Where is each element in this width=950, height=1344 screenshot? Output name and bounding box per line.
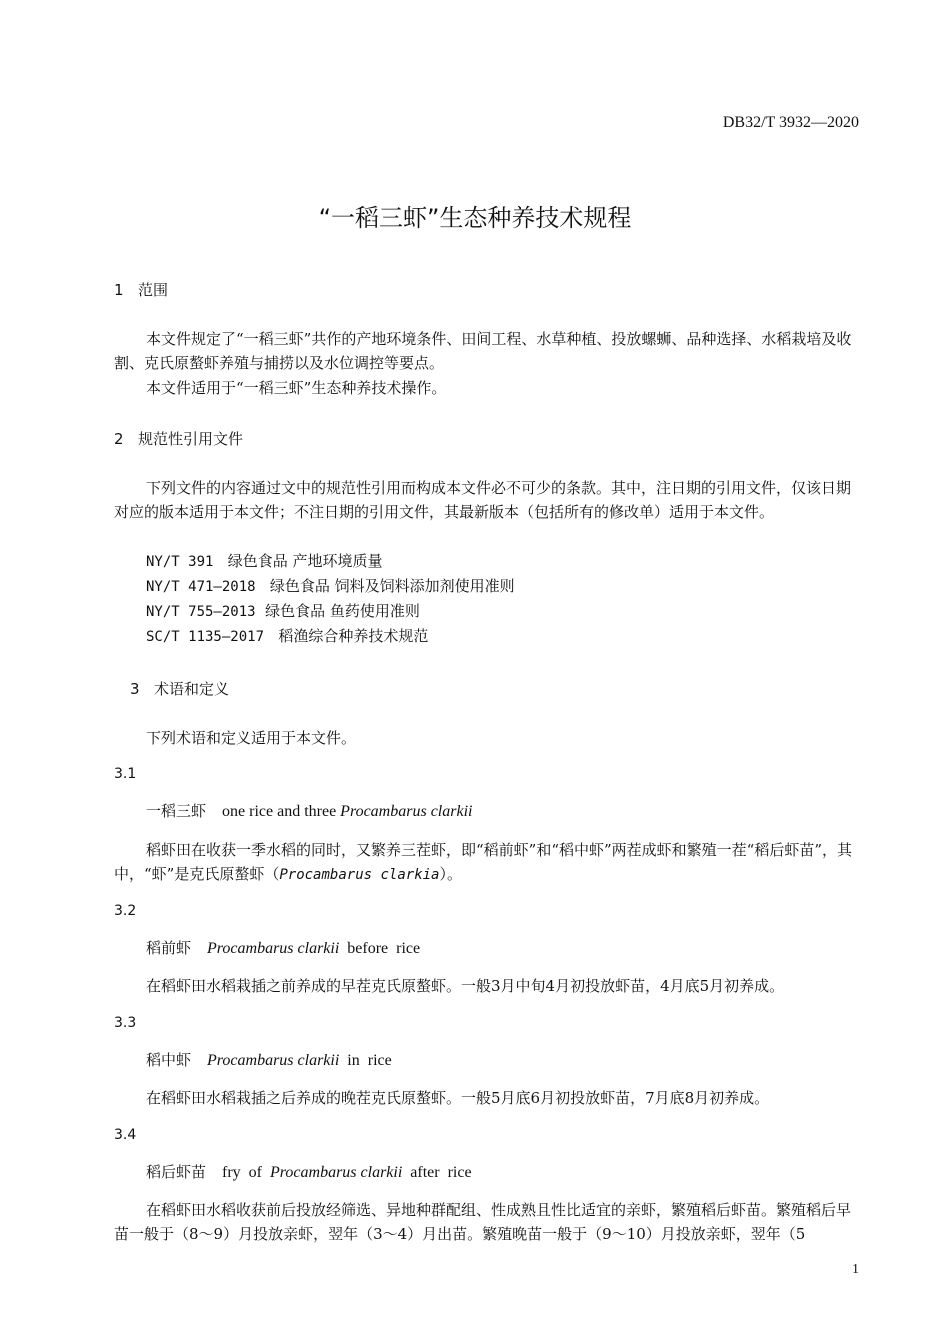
- reference-name: 绿色食品 鱼药使用准则: [265, 602, 420, 620]
- reference-code: NY/T 391: [146, 554, 214, 570]
- term-en-species: Procambarus clarkii: [207, 940, 340, 957]
- term-heading: [146, 800, 472, 821]
- page-number: 1: [852, 1262, 859, 1277]
- term-number: 3.4: [114, 1127, 137, 1143]
- term-en-suffix: after rice: [402, 1164, 472, 1181]
- reference-code: SC/T 1135—2017: [146, 629, 265, 645]
- reference-name: 稻渔综合种养技术规范: [278, 627, 429, 645]
- section-2-heading: [114, 428, 243, 449]
- term-heading: [146, 1161, 472, 1182]
- term-en-species: Procambarus clarkii: [207, 1052, 340, 1069]
- section-number: 3: [130, 680, 140, 698]
- section-title: 范围: [138, 281, 169, 299]
- term-en: [222, 1164, 472, 1181]
- term-en-species: Procambarus clarkii: [270, 1164, 403, 1181]
- reference-item: [146, 625, 428, 646]
- paragraph: 下列术语和定义适用于本文件。: [146, 729, 357, 747]
- term-en: [222, 803, 472, 820]
- section-title: 术语和定义: [154, 680, 230, 698]
- term-zh: 稻前虾: [146, 939, 192, 957]
- definition-text-end: ）。: [439, 865, 463, 883]
- term-definition: 在稻虾田水稻收获前后投放经筛选、异地种群配组、性成熟且性比适宜的亲虾，繁殖稻后虾苗。繁殖稻后早苗一般于（8～9）月投放亲虾，翌年（3～4）月出苗。繁殖晚苗一般于（9～10）月投放亲虾，翌年（5: [114, 1201, 852, 1243]
- page-title: “一稻三虾”生态种养技术规程: [318, 204, 632, 232]
- definition-text: 稻虾田在收获一季水稻的同时，又繁养三茬虾，即“稻前虾”和“稻中虾”两茬成虾和繁殖一茬“稻后虾苗”，其中，“虾”是克氏原螯虾（: [114, 841, 853, 883]
- section-number: 1: [114, 281, 124, 299]
- term-number: 3.2: [114, 903, 137, 919]
- term-definition: 在稻虾田水稻栽插之前养成的早茬克氏原螯虾。一般3月中旬4月初投放虾苗，4月底5月初养成。: [146, 977, 785, 995]
- reference-name: 绿色食品 产地环境质量: [227, 552, 383, 570]
- reference-code: NY/T 755—2013: [146, 604, 256, 620]
- section-title: 规范性引用文件: [138, 430, 244, 448]
- paragraph: 本文件规定了“一稻三虾”共作的产地环境条件、田间工程、水草种植、投放螺蛳、品种选择、水稻栽培及收割、克氏原螯虾养殖与捕捞以及水位调控等要点。: [114, 330, 852, 372]
- term-en: [207, 940, 420, 957]
- section-1-heading: [114, 279, 168, 300]
- term-number: 3.1: [114, 766, 137, 782]
- term-en-species: Procambarus clarkii: [340, 803, 473, 820]
- document-code: DB32/T 3932—2020: [722, 114, 859, 131]
- section-number: 2: [114, 430, 124, 448]
- term-en-suffix: in rice: [339, 1052, 392, 1069]
- term-zh: 稻后虾苗: [146, 1163, 207, 1181]
- paragraph: 下列文件的内容通过文中的规范性引用而构成本文件必不可少的条款。其中，注日期的引用文件，仅该日期对应的版本适用于本文件；不注日期的引用文件，其最新版本（包括所有的修改单）适用于本文件。: [114, 479, 852, 521]
- term-heading: [146, 1049, 392, 1070]
- section-3-heading: [130, 678, 229, 699]
- reference-code: NY/T 471—2018: [146, 579, 256, 595]
- term-zh: 稻中虾: [146, 1051, 192, 1069]
- term-heading: [146, 937, 420, 958]
- term-definition: 在稻虾田水稻栽插之后养成的晚茬克氏原螯虾。一般5月底6月初投放虾苗，7月底8月初养成。: [146, 1089, 770, 1107]
- reference-item: [146, 600, 420, 621]
- term-en-suffix: before rice: [339, 940, 421, 957]
- reference-item: [146, 550, 383, 571]
- term-definition: [114, 838, 858, 887]
- paragraph: 本文件适用于“一稻三虾”生态种养技术操作。: [146, 379, 447, 397]
- term-en-prefix: fry of: [222, 1164, 270, 1181]
- definition-species: Procambarus clarkia: [279, 867, 440, 883]
- reference-item: [146, 575, 515, 596]
- term-zh: 一稻三虾: [146, 802, 207, 820]
- reference-name: 绿色食品 饲料及饲料添加剂使用准则: [269, 577, 515, 595]
- term-en: [207, 1052, 392, 1069]
- term-en-prefix: one rice and three: [222, 803, 341, 820]
- term-number: 3.3: [114, 1015, 137, 1031]
